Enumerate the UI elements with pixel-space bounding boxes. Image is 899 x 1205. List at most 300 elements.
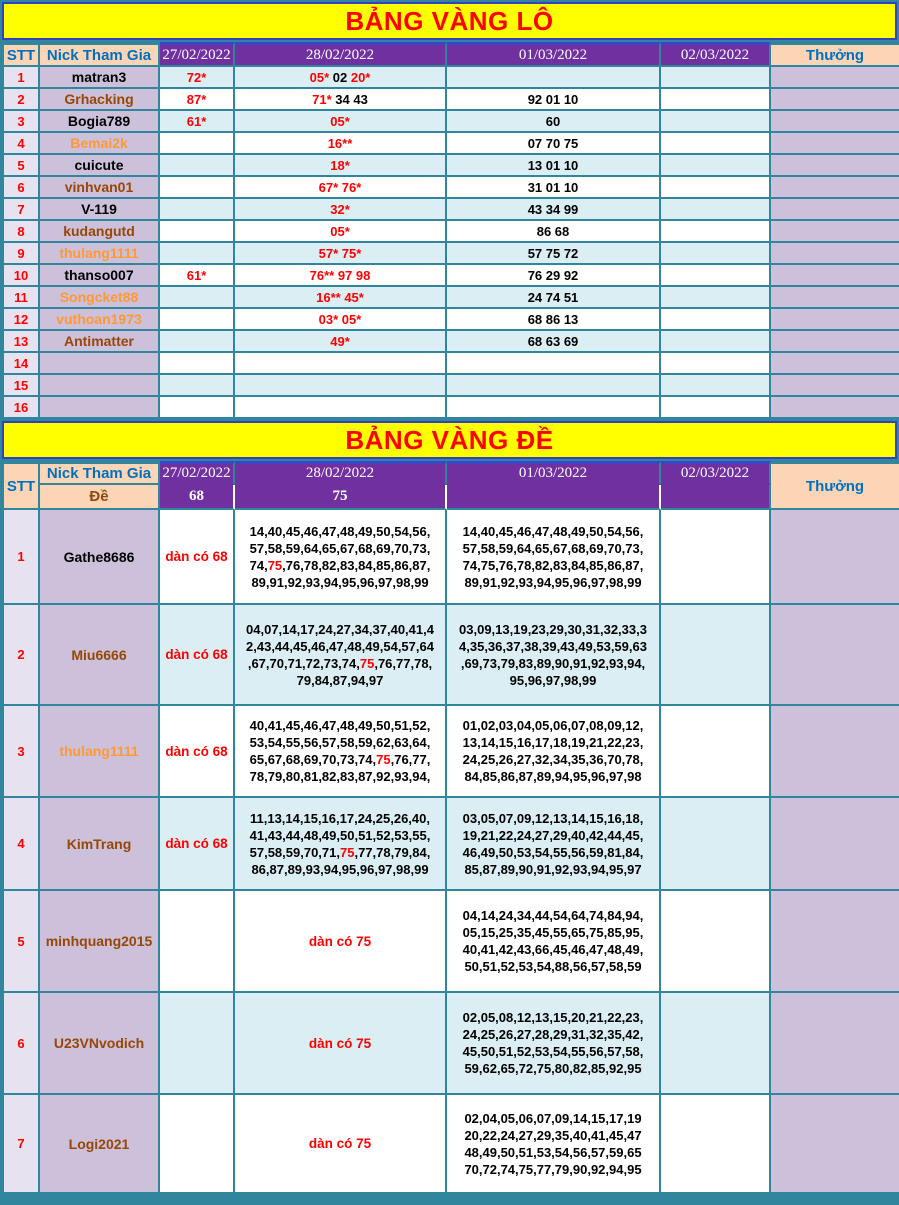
table-row [4,510,899,605]
value-cell-02-03[interactable] [661,243,771,265]
cell-text: dàn có 68 [165,549,228,564]
value-cell-02-03[interactable] [661,397,771,419]
nick-cell[interactable]: thulang1111 [40,243,160,265]
reward-cell[interactable] [771,177,899,199]
value-cell-28-02[interactable] [235,375,447,397]
cell-text: 40,41,45,46,47,48,49,50,51,52, [249,718,431,733]
stt-cell[interactable]: 10 [4,265,40,287]
value-cell-01-03[interactable] [447,243,661,265]
table-row [4,287,899,309]
de-table [2,461,899,1194]
value-cell-01-03[interactable] [447,1095,661,1194]
de-subheader-value-27-02[interactable]: 68 [160,485,235,510]
value-cell-01-03[interactable] [447,798,661,891]
value-cell-27-02[interactable] [160,67,235,89]
value-cell-28-02[interactable] [235,265,447,287]
nick-cell[interactable]: vinhvan01 [40,177,160,199]
value-cell-02-03[interactable] [661,177,771,199]
de-subheader-value-01-03[interactable] [447,485,661,510]
nick-cell[interactable] [40,353,160,375]
cell-text: 57* 75* [318,245,362,261]
stt-cell[interactable]: 11 [4,287,40,309]
lo-header-date-27-02[interactable]: 27/02/2022 [160,42,235,67]
stt-cell[interactable]: 6 [4,177,40,199]
cell-text: 02,04,05,06,07,09,14,15,17,19 [464,1110,642,1126]
nick-cell[interactable]: Gathe8686 [40,510,160,605]
table-row [4,375,899,397]
reward-cell[interactable] [771,89,899,111]
table-row [4,706,899,798]
reward-cell[interactable] [771,287,899,309]
cell-text: ,67,70,71,72,73,74, [247,655,360,671]
stt-cell[interactable]: 14 [4,353,40,375]
reward-cell[interactable] [771,199,899,221]
cell-text: 75 [267,557,283,573]
cell-text: dàn có 75 [308,1035,372,1051]
value-cell-01-03[interactable] [447,287,661,309]
cell-text: 70,72,74,75,77,79,90,92,94,95 [464,1161,642,1177]
cell-text: 75 [359,655,375,671]
value-cell-28-02[interactable] [235,353,447,375]
value-cell-27-02[interactable] [160,397,235,419]
cell-text: 89,91,92,93,94,95,96,97,98,99 [464,574,642,590]
cell-text: 20,22,24,27,29,35,40,41,45,47 [464,1127,642,1143]
cell-text: 05* [309,69,330,85]
value-cell-01-03[interactable] [447,891,661,993]
stt-cell[interactable]: 4 [4,798,40,891]
cell-text: 86 68 [536,223,570,239]
reward-cell[interactable] [771,243,899,265]
cell-text: 57,58,59,64,65,67,68,69,70,73, [462,540,644,556]
value-cell-27-02[interactable] [160,199,235,221]
cell-text: 85,87,89,90,91,92,93,94,95,97 [464,861,642,877]
reward-cell[interactable] [771,331,899,353]
value-cell-27-02[interactable] [160,353,235,375]
table-row [4,605,899,706]
value-cell-27-02[interactable] [160,177,235,199]
value-cell-01-03[interactable] [447,706,661,798]
value-cell-02-03[interactable] [661,353,771,375]
stt-cell[interactable]: 3 [4,111,40,133]
nick-cell[interactable]: kudangutd [40,221,160,243]
reward-cell[interactable] [771,706,899,798]
value-cell-01-03[interactable] [447,510,661,605]
value-cell-01-03[interactable] [447,993,661,1095]
value-cell-28-02[interactable] [235,1095,447,1194]
cell-text: 76 29 92 [527,267,579,283]
value-cell-27-02[interactable] [160,243,235,265]
reward-cell[interactable] [771,111,899,133]
nick-cell[interactable]: KimTrang [40,798,160,891]
value-cell-28-02[interactable] [235,605,447,706]
nick-cell[interactable]: Songcket88 [40,287,160,309]
stt-cell[interactable]: 2 [4,89,40,111]
cell-text: 04,14,24,34,44,54,64,74,84,94, [462,908,644,923]
reward-cell[interactable] [771,67,899,89]
reward-cell[interactable] [771,510,899,605]
value-cell-01-03[interactable] [447,397,661,419]
value-cell-02-03[interactable] [661,111,771,133]
cell-text: 49* [330,333,350,349]
reward-cell[interactable] [771,891,899,993]
cell-text: 41,43,44,48,49,50,51,52,53,55, [249,827,431,843]
value-cell-28-02[interactable] [235,891,447,993]
value-cell-02-03[interactable] [661,331,771,353]
value-cell-01-03[interactable] [447,89,661,111]
value-cell-27-02[interactable] [160,287,235,309]
value-cell-01-03[interactable] [447,133,661,155]
value-cell-02-03[interactable] [661,309,771,331]
table-row [4,993,899,1095]
de-subheader-value-02-03[interactable] [661,485,771,510]
cell-text: 74, [249,557,268,573]
cell-text: 57 75 72 [527,245,579,261]
value-cell-27-02[interactable] [160,891,235,993]
table-row [4,89,899,111]
nick-cell[interactable]: V-119 [40,199,160,221]
nick-cell[interactable]: cuicute [40,155,160,177]
cell-text: dàn có 75 [308,933,372,949]
stt-cell[interactable]: 5 [4,891,40,993]
stt-cell[interactable]: 3 [4,706,40,798]
value-cell-02-03[interactable] [661,798,771,891]
value-cell-01-03[interactable] [447,221,661,243]
lo-table-body [4,67,899,419]
cell-text: 05* [330,113,350,129]
lo-title-banner [2,2,897,40]
value-cell-28-02[interactable] [235,133,447,155]
value-cell-27-02[interactable] [160,706,235,798]
stt-cell[interactable]: 6 [4,993,40,1095]
de-header-date-27-02[interactable]: 27/02/2022 [160,461,235,485]
value-cell-27-02[interactable] [160,111,235,133]
lo-header-reward[interactable]: Thưởng [771,42,899,67]
table-row [4,111,899,133]
cell-text: 02 [329,69,351,85]
cell-text: 59,62,65,72,75,80,82,85,92,95 [464,1061,642,1076]
reward-cell[interactable] [771,221,899,243]
value-cell-27-02[interactable] [160,1095,235,1194]
cell-text: 43 34 99 [527,201,579,217]
value-cell-28-02[interactable] [235,177,447,199]
value-cell-02-03[interactable] [661,605,771,706]
de-title: BẢNG VÀNG ĐỀ [345,424,554,455]
value-cell-02-03[interactable] [661,89,771,111]
reward-cell[interactable] [771,133,899,155]
cell-text: 01,02,03,04,05,06,07,08,09,12, [462,718,644,733]
de-subheader-label[interactable]: Đề [40,485,160,510]
cell-text: 40,41,42,43,66,45,46,47,48,49, [462,942,644,957]
value-cell-28-02[interactable] [235,111,447,133]
value-cell-27-02[interactable] [160,133,235,155]
value-cell-27-02[interactable] [160,221,235,243]
value-cell-02-03[interactable] [661,993,771,1095]
cell-text: 75 [339,844,355,860]
stt-cell[interactable]: 1 [4,510,40,605]
cell-text: 68 86 13 [527,311,579,327]
reward-cell[interactable] [771,265,899,287]
cell-text: 03* 05* [318,311,362,327]
reward-cell[interactable] [771,605,899,706]
de-header-date-01-03[interactable]: 01/03/2022 [447,461,661,485]
de-title-banner [2,421,897,459]
stt-cell[interactable]: 13 [4,331,40,353]
cell-text: 13 01 10 [527,157,579,173]
value-cell-28-02[interactable] [235,287,447,309]
table-row [4,265,899,287]
value-cell-27-02[interactable] [160,798,235,891]
lo-header-stt[interactable]: STT [4,42,40,67]
nick-cell[interactable]: minhquang2015 [40,891,160,993]
value-cell-02-03[interactable] [661,375,771,397]
nick-cell[interactable]: thulang1111 [40,706,160,798]
cell-text: 24,25,26,27,28,29,31,32,35,42, [462,1027,644,1042]
reward-cell[interactable] [771,993,899,1095]
nick-cell[interactable]: Grhacking [40,89,160,111]
value-cell-01-03[interactable] [447,265,661,287]
stt-cell[interactable]: 9 [4,243,40,265]
cell-text: 57,58,59,64,65,67,68,69,70,73, [249,540,431,556]
cell-text: 14,40,45,46,47,48,49,50,54,56, [249,523,431,539]
cell-text: 05* [330,223,350,239]
cell-text: 61* [186,113,207,129]
de-header-date-28-02[interactable]: 28/02/2022 [235,461,447,485]
value-cell-27-02[interactable] [160,510,235,605]
cell-text: 72* [186,69,207,85]
value-cell-01-03[interactable] [447,155,661,177]
value-cell-28-02[interactable] [235,199,447,221]
cell-text: 67* 76* [318,179,362,195]
value-cell-28-02[interactable] [235,510,447,605]
value-cell-01-03[interactable] [447,375,661,397]
stt-cell[interactable]: 15 [4,375,40,397]
cell-text: ,76,78,82,83,84,85,86,87, [282,557,431,573]
table-row [4,67,899,89]
value-cell-28-02[interactable] [235,706,447,798]
stt-cell[interactable]: 5 [4,155,40,177]
cell-text: 16** [327,135,353,151]
value-cell-02-03[interactable] [661,891,771,993]
cell-text: 11,13,14,15,16,17,24,25,26,40, [249,810,430,826]
cell-text: 32* [330,201,350,217]
cell-text: 53,54,55,56,57,58,59,62,63,64, [249,735,431,750]
value-cell-02-03[interactable] [661,133,771,155]
lo-header-date-01-03[interactable]: 01/03/2022 [447,42,661,67]
cell-text: 18* [330,157,350,173]
cell-text: 20* [350,69,371,85]
stt-cell[interactable]: 16 [4,397,40,419]
reward-cell[interactable] [771,353,899,375]
cell-text: 34 43 [331,91,368,107]
cell-text: 57,58,59,70,71, [249,844,340,860]
nick-cell[interactable]: Logi2021 [40,1095,160,1194]
cell-text: 16** 45* [316,289,364,305]
cell-text: 87* [186,91,207,107]
cell-text: 92 01 10 [527,91,579,107]
stt-cell[interactable]: 4 [4,133,40,155]
stt-cell[interactable]: 7 [4,199,40,221]
stt-cell[interactable]: 7 [4,1095,40,1194]
value-cell-27-02[interactable] [160,155,235,177]
table-row [4,1095,899,1194]
reward-cell[interactable] [771,798,899,891]
nick-cell[interactable]: matran3 [40,67,160,89]
cell-text: 31 01 10 [527,179,579,195]
cell-text: 4,35,36,37,38,39,43,49,53,59,63 [459,638,647,654]
de-subheader-row [4,485,899,510]
nick-cell[interactable]: Bogia789 [40,111,160,133]
cell-text: 71* [312,91,332,107]
cell-text: 03,09,13,19,23,29,30,31,32,33,3 [459,621,647,637]
value-cell-28-02[interactable] [235,993,447,1095]
table-row [4,331,899,353]
cell-text: 75 [376,752,391,767]
lo-table [2,42,899,419]
value-cell-28-02[interactable] [235,155,447,177]
table-row [4,221,899,243]
de-header-stt[interactable]: STT [4,461,40,510]
value-cell-27-02[interactable] [160,309,235,331]
cell-text: 2,43,44,45,46,47,48,49,54,57,64 [246,638,434,654]
cell-text: 65,67,68,69,70,73,74, [249,752,377,767]
nick-cell[interactable]: U23VNvodich [40,993,160,1095]
value-cell-28-02[interactable] [235,89,447,111]
value-cell-27-02[interactable] [160,375,235,397]
table-row [4,397,899,419]
cell-text: 48,49,50,51,53,54,56,57,59,65 [464,1144,642,1160]
cell-text: dàn có 75 [308,1136,372,1151]
table-row [4,243,899,265]
reward-cell[interactable] [771,375,899,397]
de-header-row [4,461,899,485]
de-subheader-value-28-02[interactable]: 75 [235,485,447,510]
cell-text: 84,85,86,87,89,94,95,96,97,98 [464,769,642,784]
reward-cell[interactable] [771,1095,899,1194]
cell-text: 07 70 75 [527,135,579,151]
cell-text: 45,50,51,52,53,54,55,56,57,58, [462,1044,644,1059]
value-cell-01-03[interactable] [447,177,661,199]
value-cell-02-03[interactable] [661,287,771,309]
value-cell-02-03[interactable] [661,510,771,605]
nick-cell[interactable]: Miu6666 [40,605,160,706]
cell-text: ,76,77, [390,752,431,767]
reward-cell[interactable] [771,155,899,177]
nick-cell[interactable]: Bemai2k [40,133,160,155]
cell-text: 24,25,26,27,32,34,35,36,70,78, [462,752,644,767]
value-cell-02-03[interactable] [661,221,771,243]
stt-cell[interactable]: 8 [4,221,40,243]
table-row [4,891,899,993]
table-row [4,177,899,199]
nick-cell[interactable] [40,397,160,419]
cell-text: 86,87,89,93,94,95,96,97,98,99 [251,861,429,877]
value-cell-01-03[interactable] [447,353,661,375]
nick-cell[interactable]: vuthoan1973 [40,309,160,331]
table-row [4,133,899,155]
value-cell-27-02[interactable] [160,89,235,111]
value-cell-01-03[interactable] [447,67,661,89]
de-header-nick[interactable]: Nick Tham Gia [40,461,160,485]
cell-text: dàn có 68 [165,743,228,759]
de-header-date-02-03[interactable]: 02/03/2022 [661,461,771,485]
value-cell-01-03[interactable] [447,331,661,353]
cell-text: 04,07,14,17,24,27,34,37,40,41,4 [246,621,434,637]
stt-cell[interactable]: 2 [4,605,40,706]
lo-title: BẢNG VÀNG LÔ [345,5,554,36]
table-row [4,353,899,375]
value-cell-02-03[interactable] [661,155,771,177]
de-table-body [4,510,899,1194]
value-cell-01-03[interactable] [447,309,661,331]
cell-text: 61* [186,267,207,283]
value-cell-27-02[interactable] [160,331,235,353]
value-cell-28-02[interactable] [235,798,447,891]
value-cell-28-02[interactable] [235,221,447,243]
cell-text: 24 74 51 [527,289,579,305]
cell-text: 95,96,97,98,99 [509,672,597,688]
value-cell-28-02[interactable] [235,67,447,89]
cell-text: 13,14,15,16,17,18,19,21,22,23, [462,735,644,750]
reward-cell[interactable] [771,397,899,419]
cell-text: 79,84,87,94,97 [296,672,384,688]
cell-text: 76** 97 98 [309,267,371,283]
cell-text: 19,21,22,24,27,29,40,42,44,45, [462,827,644,843]
value-cell-27-02[interactable] [160,265,235,287]
value-cell-27-02[interactable] [160,993,235,1095]
reward-cell[interactable] [771,309,899,331]
table-row [4,199,899,221]
cell-text: ,69,73,79,83,89,90,91,92,93,94, [460,655,646,671]
nick-cell[interactable]: Antimatter [40,331,160,353]
lo-header-row [4,42,899,67]
value-cell-02-03[interactable] [661,706,771,798]
table-row [4,155,899,177]
lo-header-nick[interactable]: Nick Tham Gia [40,42,160,67]
cell-text: 50,51,52,53,54,88,56,57,58,59 [464,959,642,974]
value-cell-02-03[interactable] [661,67,771,89]
de-header-reward[interactable]: Thưởng [771,461,899,510]
cell-text: ,76,77,78, [374,655,433,671]
value-cell-28-02[interactable] [235,243,447,265]
value-cell-27-02[interactable] [160,605,235,706]
table-row [4,798,899,891]
cell-text: dàn có 68 [165,647,228,662]
value-cell-28-02[interactable] [235,309,447,331]
cell-text: 02,05,08,12,13,15,20,21,22,23, [462,1010,644,1025]
cell-text: 89,91,92,93,94,95,96,97,98,99 [251,574,429,590]
nick-cell[interactable] [40,375,160,397]
cell-text: 03,05,07,09,12,13,14,15,16,18, [462,810,644,826]
value-cell-01-03[interactable] [447,199,661,221]
value-cell-01-03[interactable] [447,111,661,133]
value-cell-02-03[interactable] [661,265,771,287]
value-cell-28-02[interactable] [235,331,447,353]
cell-text: 78,79,80,81,82,83,87,92,93,94, [249,769,431,784]
nick-cell[interactable]: thanso007 [40,265,160,287]
value-cell-02-03[interactable] [661,199,771,221]
value-cell-28-02[interactable] [235,397,447,419]
cell-text: 46,49,50,53,54,55,56,59,81,84, [462,844,644,860]
value-cell-02-03[interactable] [661,1095,771,1194]
lo-header-date-28-02[interactable]: 28/02/2022 [235,42,447,67]
value-cell-01-03[interactable] [447,605,661,706]
cell-text: 68 63 69 [527,333,579,349]
cell-text: 74,75,76,78,82,83,84,85,86,87, [462,557,644,573]
cell-text: 14,40,45,46,47,48,49,50,54,56, [462,523,644,539]
stt-cell[interactable]: 12 [4,309,40,331]
lo-header-date-02-03[interactable]: 02/03/2022 [661,42,771,67]
stt-cell[interactable]: 1 [4,67,40,89]
